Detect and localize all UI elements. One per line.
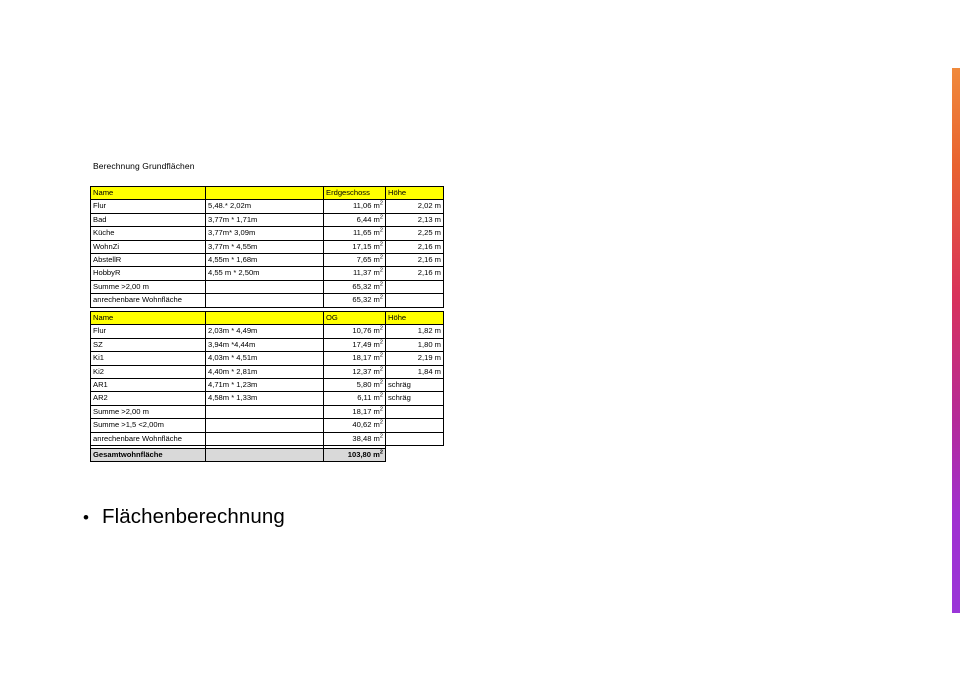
cell-area-value: 10,76 m	[352, 326, 380, 336]
cell-area-value: 17,49 m	[352, 339, 380, 349]
summary-area-exponent: 2	[379, 294, 383, 301]
cell-height: 2,16 m	[386, 254, 444, 267]
summary-formula	[206, 432, 324, 445]
cell-area-value: 6,44 m	[356, 214, 380, 224]
cell-area-value: 11,37 m	[353, 268, 380, 278]
cell-area-exponent: 2	[379, 254, 383, 261]
table-row	[91, 227, 444, 240]
total-area-exponent: 2	[379, 449, 383, 456]
cell-formula: 2,03m * 4,49m	[206, 325, 324, 338]
cell-formula: 3,77m * 1,71m	[206, 213, 324, 226]
cell-area-value: 7,65 m	[356, 255, 380, 265]
cell-height: 2,02 m	[386, 200, 444, 213]
table-row	[91, 379, 444, 392]
cell-area	[324, 200, 386, 213]
table-row	[91, 365, 444, 378]
cell-area	[324, 227, 386, 240]
total-area	[324, 449, 386, 462]
cell-formula: 4,55m * 1,68m	[206, 254, 324, 267]
cell-formula: 4,55 m * 2,50m	[206, 267, 324, 280]
cell-area	[324, 267, 386, 280]
summary-height	[386, 294, 444, 307]
table-row	[91, 338, 444, 351]
summary-area	[324, 280, 386, 293]
cell-name: AR1	[91, 379, 206, 392]
header-name: Name	[91, 187, 206, 200]
cell-height: schräg	[386, 392, 444, 405]
cell-name: Flur	[91, 325, 206, 338]
cell-height: 2,19 m	[386, 352, 444, 365]
cell-area-exponent: 2	[379, 352, 383, 359]
bullet-label: Flächenberechnung	[101, 505, 285, 528]
cell-area-exponent: 2	[379, 267, 383, 274]
cell-name: HobbyR	[91, 267, 206, 280]
cell-height: 1,84 m	[386, 365, 444, 378]
total-formula	[206, 449, 324, 462]
header-floor: Erdgeschoss	[324, 187, 386, 200]
summary-area-value: 38,48 m	[352, 433, 380, 443]
summary-height	[386, 280, 444, 293]
cell-area	[324, 325, 386, 338]
cell-height: 1,82 m	[386, 325, 444, 338]
cell-formula: 4,03m * 4,51m	[206, 352, 324, 365]
header-height: Höhe	[386, 187, 444, 200]
table-header-row	[91, 312, 444, 325]
summary-height	[386, 405, 444, 418]
table-row	[91, 392, 444, 405]
header-height: Höhe	[386, 312, 444, 325]
cell-name: Ki1	[91, 352, 206, 365]
summary-row	[91, 294, 444, 307]
cell-area	[324, 254, 386, 267]
cell-area-value: 6,11 m	[357, 393, 380, 403]
header-formula	[206, 187, 324, 200]
summary-label: anrechenbare Wohnfläche	[91, 294, 206, 307]
cell-formula: 3,77m* 3,09m	[206, 227, 324, 240]
cell-name: WohnZi	[91, 240, 206, 253]
summary-formula	[206, 419, 324, 432]
cell-area-exponent: 2	[379, 392, 383, 399]
cell-area-exponent: 2	[379, 379, 383, 386]
cell-area	[324, 365, 386, 378]
table-row	[91, 254, 444, 267]
cell-area	[324, 352, 386, 365]
cell-name: SZ	[91, 338, 206, 351]
spacer-cell	[386, 446, 444, 459]
cell-area-exponent: 2	[379, 227, 383, 234]
summary-area-value: 18,17 m	[352, 406, 380, 416]
summary-area	[324, 432, 386, 445]
cell-area-exponent: 2	[379, 200, 383, 207]
cell-name: Bad	[91, 213, 206, 226]
cell-area	[324, 338, 386, 351]
summary-row	[91, 280, 444, 293]
summary-area-value: 65,32 m	[352, 281, 380, 291]
cell-area	[324, 379, 386, 392]
summary-label: Summe >2,00 m	[91, 280, 206, 293]
cell-height: schräg	[386, 379, 444, 392]
cell-area-value: 17,15 m	[352, 241, 380, 251]
summary-row	[91, 405, 444, 418]
summary-area-exponent: 2	[379, 281, 383, 288]
summary-row	[91, 432, 444, 445]
cell-area-exponent: 2	[379, 366, 383, 373]
summary-formula	[206, 280, 324, 293]
table-obergeschoss	[90, 311, 444, 459]
cell-formula: 3,77m * 4,55m	[206, 240, 324, 253]
summary-area-value: 65,32 m	[352, 295, 380, 305]
cell-height: 2,25 m	[386, 227, 444, 240]
cell-name: Ki2	[91, 365, 206, 378]
cell-area	[324, 213, 386, 226]
cell-formula: 3,94m *4,44m	[206, 338, 324, 351]
cell-area-value: 5,80 m	[356, 380, 380, 390]
cell-name: AbstellR	[91, 254, 206, 267]
cell-area-exponent: 2	[379, 214, 383, 221]
cell-height: 2,13 m	[386, 213, 444, 226]
summary-label: Summe >2,00 m	[91, 405, 206, 418]
cell-area-exponent: 2	[379, 339, 383, 346]
cell-formula: 5,48.* 2,02m	[206, 200, 324, 213]
table-erdgeschoss	[90, 186, 444, 308]
summary-area	[324, 405, 386, 418]
cell-name: Flur	[91, 200, 206, 213]
summary-formula	[206, 405, 324, 418]
cell-formula: 4,58m * 1,33m	[206, 392, 324, 405]
summary-area-exponent: 2	[379, 406, 383, 413]
cell-name: AR2	[91, 392, 206, 405]
decorative-accent-bar	[952, 68, 960, 613]
summary-area	[324, 419, 386, 432]
bullet-dot-icon: •	[83, 508, 89, 527]
cell-height: 1,80 m	[386, 338, 444, 351]
header-formula	[206, 312, 324, 325]
total-row	[91, 449, 386, 462]
table-row	[91, 200, 444, 213]
table-caption: Berechnung Grundflächen	[93, 161, 195, 171]
summary-label: anrechenbare Wohnfläche	[91, 432, 206, 445]
table-row	[91, 267, 444, 280]
cell-name: Küche	[91, 227, 206, 240]
table-gesamtwohnflaeche	[90, 448, 386, 462]
cell-formula: 4,40m * 2,81m	[206, 365, 324, 378]
summary-area-exponent: 2	[379, 419, 383, 426]
total-area-value: 103,80 m	[347, 450, 380, 459]
cell-area	[324, 240, 386, 253]
cell-area-value: 11,65 m	[353, 228, 380, 238]
cell-formula: 4,71m * 1,23m	[206, 379, 324, 392]
table-header-row	[91, 187, 444, 200]
total-label: Gesamtwohnfläche	[91, 449, 206, 462]
summary-area-value: 40,62 m	[352, 420, 380, 430]
cell-height: 2,16 m	[386, 267, 444, 280]
table-row	[91, 213, 444, 226]
cell-height: 2,16 m	[386, 240, 444, 253]
cell-area-value: 12,37 m	[352, 366, 380, 376]
summary-formula	[206, 294, 324, 307]
summary-area-exponent: 2	[379, 433, 383, 440]
table-row	[91, 325, 444, 338]
cell-area-value: 18,17 m	[352, 353, 380, 363]
summary-label: Summe >1,5 <2,00m	[91, 419, 206, 432]
cell-area-value: 11,06 m	[353, 201, 380, 211]
table-row	[91, 352, 444, 365]
summary-height	[386, 432, 444, 445]
bullet-item	[83, 505, 285, 529]
header-name: Name	[91, 312, 206, 325]
summary-area	[324, 294, 386, 307]
summary-height	[386, 419, 444, 432]
summary-row	[91, 419, 444, 432]
table-row	[91, 240, 444, 253]
cell-area-exponent: 2	[379, 241, 383, 248]
cell-area-exponent: 2	[379, 325, 383, 332]
header-floor: OG	[324, 312, 386, 325]
cell-area	[324, 392, 386, 405]
